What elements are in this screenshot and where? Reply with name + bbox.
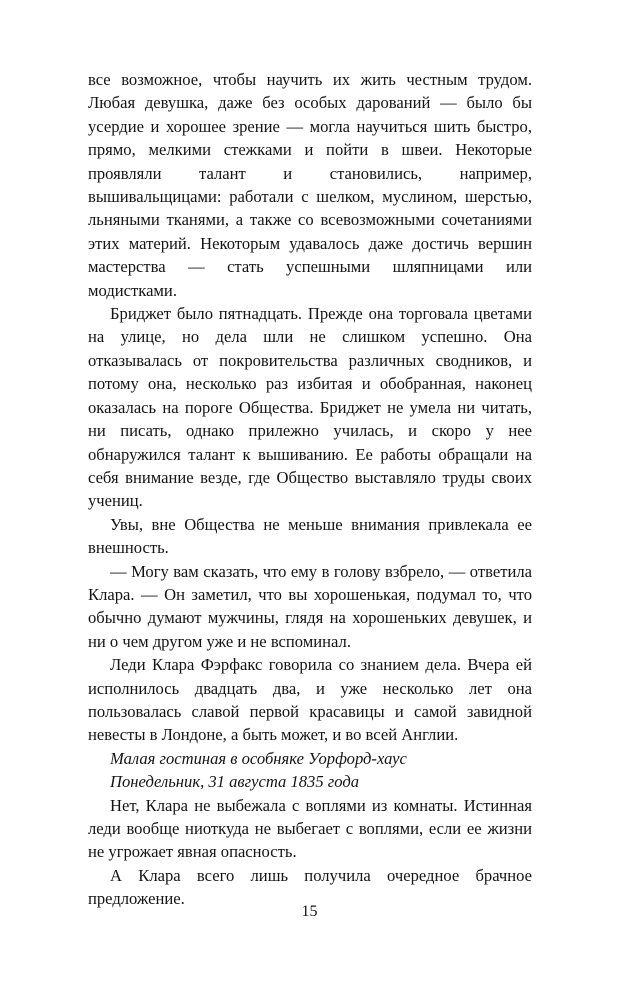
paragraph-6: Нет, Клара не выбежала с воплями из комнаты. Истинная леди вообще ниоткуда не выбегает с воплями, если ее жизни не угрожает явная опасность. (88, 795, 532, 862)
paragraph-2: Бриджет было пятнадцать. Прежде она торговала цветами на улице, но дела шли не слишком успешно. Она отказывалась от покровительства различных сводников, и потому она, несколько раз избитая и обобранная, наконец оказалась на пороге Общества. Бриджет не умела ни читать, ни писать, однако прилежно училась, и скоро у нее обнаружился талант к вышиванию. Ее работы обращали на себя внимание везде, где Общество выставляло труды своих учениц. (88, 304, 532, 511)
scene-heading (88, 747, 532, 794)
page-number: 15 (301, 903, 318, 920)
paragraph-5: Леди Клара Фэрфакс говорила со знанием дела. Вчера ей исполнилось двадцать два, и уже несколько лет она пользовалась славой первой красавицы и самой завидной невесты в Лондоне, а быть может, и во всей Англии. (88, 655, 532, 745)
scene-heading-date: Понедельник, 31 августа 1835 года (110, 772, 360, 792)
page-body (88, 68, 532, 911)
scene-heading-location: Малая гостиная в особняке Уорфорд-хаус (110, 748, 407, 768)
paragraph-4: — Могу вам сказать, что ему в голову взбрело, — ответила Клара. — Он заметил, что вы хорошенькая, подумал то, что обычно думают мужчины, глядя на хорошеньких девушек, и ни о чем другом уже и не вспоминал. (88, 561, 532, 651)
paragraph-1: все возможное, чтобы научить их жить честным трудом. Любая девушка, даже без особых дарований — было бы усердие и хорошее зрение — могла научиться шить быстро, прямо, мелкими стежками и пойти в швеи. Некоторые проявляли талант и становились, например, вышивальщицами: работали с шелком, муслином, шерстью, льняными тканями, а также со всевозможными сочетаниями этих материй. Некоторым удавалось даже достичь вершин мастерства — стать успешными шляпницами или модистками. (88, 70, 532, 300)
paragraph-7: А Клара всего лишь получила очередное брачное предложение. (88, 865, 532, 909)
paragraph-3: Увы, вне Общества не меньше внимания привлекала ее внешность. (88, 514, 532, 558)
